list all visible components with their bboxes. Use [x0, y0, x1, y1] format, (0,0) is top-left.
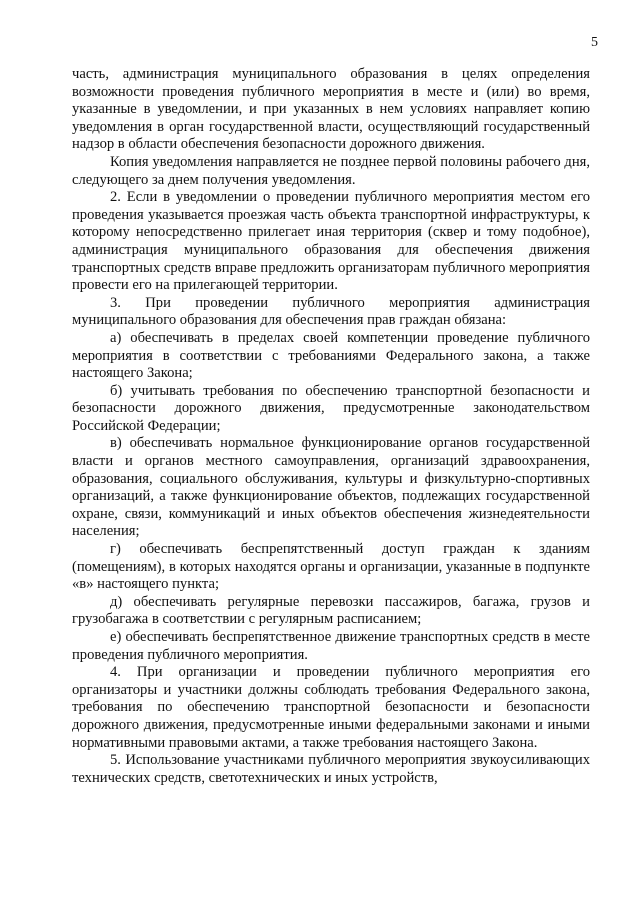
paragraph-notice-copy: Копия уведомления направляется не позднее первой половины рабочего дня, следующего за днем получения уведомления. — [72, 153, 590, 188]
paragraph-subitem-g: г) обеспечивать беспрепятственный доступ граждан к зданиям (помещениям), в которых находятся органы и организации, указанные в подпункте «в» настоящего пункта; — [72, 541, 590, 593]
paragraph-item-5: 5. Использование участниками публичного мероприятия звукоусиливающих технических средств, светотехнических и иных устройств, — [72, 752, 590, 786]
document-body — [72, 66, 590, 787]
paragraph-item-4: 4. При организации и проведении публичного мероприятия его организаторы и участники должны соблюдать требования Федерального закона, требования по обеспечению транспортной безопасности и безопасности дорожного движения, предусмотренные иными федеральными законами и иными нормативными правовыми актами, а также требования настоящего Закона. — [72, 664, 590, 751]
paragraph-subitem-e: е) обеспечивать беспрепятственное движение транспортных средств в месте проведения публичного мероприятия. — [72, 629, 590, 663]
paragraph-item-3: 3. При проведении публичного мероприятия администрация муниципального образования для обеспечения прав граждан обязана: — [72, 294, 590, 329]
paragraph-subitem-b: б) учитывать требования по обеспечению транспортной безопасности и безопасности дорожного движения, предусмотренные законодательством Российской Федерации; — [72, 382, 590, 434]
paragraph-subitem-v: в) обеспечивать нормальное функционирование органов государственной власти и органов местного самоуправления, организаций здравоохранения, образования, социального обслуживания, культуры и физкультурно-спортивных организаций, а также функционирование объектов, подлежащих государственной охране, связи, коммуникаций и иных объектов обеспечения жизнедеятельности населения; — [72, 435, 590, 540]
paragraph-item-2: 2. Если в уведомлении о проведении публичного мероприятия местом его проведения указывается проезжая часть объекта транспортной инфраструктуры, к которому непосредственно прилегает иная территория (сквер и тому подобное), администрация муниципального образования для обеспечения движения транспортных средств вправе предложить организаторам публичного мероприятия провести его на прилегающей территории. — [72, 189, 590, 294]
paragraph-subitem-a: а) обеспечивать в пределах своей компетенции проведение публичного мероприятия в соответствии с требованиями Федерального закона, а также настоящего Закона; — [72, 329, 590, 382]
paragraph-subitem-d: д) обеспечивать регулярные перевозки пассажиров, багажа, грузов и грузобагажа в соответствии с регулярным расписанием; — [72, 593, 590, 628]
page-number: 5 — [591, 35, 598, 50]
paragraph-intro-continuation: часть, администрация муниципального образования в целях определения возможности проведения публичного мероприятия в месте и (или) во время, указанные в уведомлении, и при указанных в нем условиях направляет копию уведомления в орган государственной власти, осуществляющий государственный надзор в области обеспечения безопасности дорожного движения. — [72, 66, 590, 153]
